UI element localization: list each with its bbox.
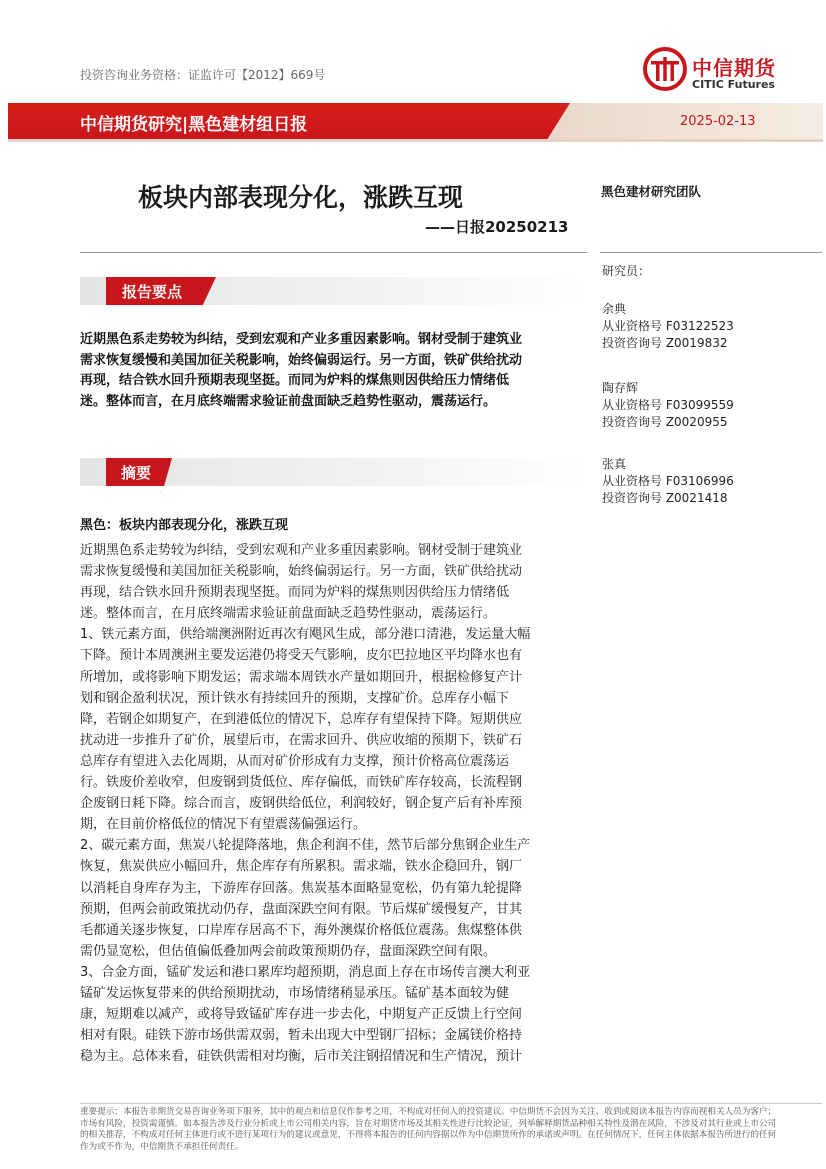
summary-line: 毛都通关逐步恢复，口岸库存居高不下，海外澳煤价格低位震荡。焦煤整体供 [80, 922, 523, 938]
summary-line: 预期，但两会前政策扰动仍存，盘面深跌空间有限。节后煤矿缓慢复产，甘其 [80, 901, 523, 917]
researcher-entry [602, 301, 734, 352]
summary-line: 迷。整体而言，在月底终端需求验证前盘面缺乏趋势性驱动，震荡运行。 [80, 606, 497, 622]
summary-line: 企废钢日耗下降。综合而言，废钢供给低位，利润较好，钢企复产后有补库预 [80, 796, 523, 812]
logo-en-text: CITIC Futures [692, 78, 775, 91]
summary-line: 扰动进一步推升了矿价，展望后市，在需求回升、供应收缩的预期下，铁矿石 [80, 732, 523, 748]
summary-line: 2、碳元素方面，焦炭八轮提降落地，焦企利润不佳，然节后部分焦钢企业生产 [80, 838, 531, 854]
key-points-line: 近期黑色系走势较为纠结，受到宏观和产业多重因素影响。钢材受制于建筑业 [80, 332, 523, 347]
banner-title: 中信期货研究|黑色建材组日报 [80, 115, 308, 135]
summary-line: 所增加，或将影响下期发运；需求端本周铁水产量如期回升，根据检修复产计 [80, 669, 523, 685]
license-text: 投资咨询业务资格：证监许可【2012】669号 [80, 68, 326, 82]
summary-line: 总库存有望进入去化周期，从而对矿价形成有力支撑，预计价格高位震荡运 [80, 753, 510, 769]
researcher-cert: 投资咨询号 Z0020955 [602, 415, 728, 429]
title-divider [80, 252, 587, 253]
footer-divider [80, 1103, 822, 1104]
footer-disclaimer: 重要提示：本报告非期货交易咨询业务项下服务，其中的观点和信息仅作参考之用，不构成对任何人的投资建议。中信期货不会因为关注、收到或阅读本报告内容而视相关人员为客户；市场有风险，投资需谨慎。如本报告涉及行业分析或上市公司相关内容，旨在对期货市场及其相关性进行比较论证，列举解释期货品种相关特性及潜在风险，不涉及对其行业或上市公司的相关推荐，不构成对任何主体进行或不进行某项行为的建议或意见，不得将本报告的任何内容据以作为中信期货所作的承诺或声明。在任何情况下，任何主体依据本报告所进行的任何作为或不作为，中信期货不承担任何责任。 [80, 1107, 777, 1152]
researchers-label: 研究员： [602, 264, 651, 278]
key-points-text [80, 330, 587, 412]
researcher-entry [602, 380, 734, 431]
summary-line: 划和钢企盈利状况，预计铁水有持续回升的预期，支撑矿价。总库存小幅下 [80, 690, 510, 706]
summary-heading: 摘要 [121, 464, 152, 482]
team-name: 黑色建材研究团队 [601, 184, 702, 199]
researcher-cert: 投资咨询号 Z0021418 [602, 491, 728, 505]
researcher-name: 张真 [602, 457, 627, 471]
summary-line: 1、铁元素方面，供给端澳洲附近再次有飓风生成，部分港口清港，发运量大幅 [80, 627, 531, 643]
summary-line: 下降。预计本周澳洲主要发运港仍将受天气影响，皮尔巴拉地区平均降水也有 [80, 648, 523, 664]
summary-line: 近期黑色系走势较为纠结，受到宏观和产业多重因素影响。钢材受制于建筑业 [80, 543, 523, 558]
key-points-line: 迷。整体而言，在月底终端需求验证前盘面缺乏趋势性驱动，震荡运行。 [80, 393, 497, 409]
key-points-line: 再现，结合铁水回升预期表现坚挺。而同为炉料的煤焦则因供给压力情绪低 [80, 373, 510, 388]
summary-line: 康，短期难以减产，或将导致锰矿库存进一步去化，中期复产正反馈上行空间 [80, 1007, 523, 1023]
summary-line: 3、合金方面，锰矿发运和港口累库均超预期，消息面上存在市场传言澳大利亚 [80, 964, 531, 980]
researcher-cert: 从业资格号 F03122523 [602, 319, 734, 333]
report-date: 2025-02-13 [680, 114, 756, 129]
summary-line: 相对有限。硅铁下游市场供需双弱，暂未出现大中型钢厂招标；金属镁价格持 [80, 1028, 523, 1044]
summary-line: 需仍显宽松，但估值偏低叠加两会前政策预期仍存，盘面深跌空间有限。 [80, 943, 497, 959]
researcher-entry [602, 456, 734, 507]
summary-subhead: 黑色：板块内部表现分化，涨跌互现 [80, 518, 289, 533]
logo-cn-text: 中信期货 [692, 56, 776, 80]
key-points-heading: 报告要点 [122, 283, 183, 301]
page-title: 板块内部表现分化，涨跌互现 [138, 183, 464, 212]
summary-line: 降，若钢企如期复产，在到港低位的情况下，总库存有望保持下降。短期供应 [80, 711, 523, 727]
citic-logo-icon [643, 47, 687, 91]
page-subtitle: ——日报20250213 [425, 218, 569, 236]
summary-line: 恢复，焦炭供应小幅回升，焦企库存有所累积。需求端，铁水企稳回升，钢厂 [80, 859, 523, 875]
summary-line: 行。铁废价差收窄，但废钢到货低位、库存偏低，而铁矿库存较高，长流程钢 [80, 775, 523, 791]
summary-line: 稳为主。总体来看，硅铁供需相对均衡，后市关注钢招情况和生产情况，预计 [80, 1049, 523, 1065]
researcher-cert: 从业资格号 F03106996 [602, 474, 734, 488]
researcher-name: 余典 [602, 302, 627, 316]
summary-body [80, 540, 587, 1067]
banner-shadow [8, 139, 823, 142]
summary-line: 期，在目前价格低位的情况下有望震荡偏强运行。 [80, 817, 367, 833]
sidebar-divider [600, 252, 822, 253]
researcher-cert: 投资咨询号 Z0019832 [602, 336, 728, 350]
summary-line: 锰矿发运恢复带来的供给预期扰动，市场情绪稍显承压。锰矿基本面较为健 [80, 985, 510, 1001]
key-points-line: 需求恢复缓慢和美国加征关税影响，始终偏弱运行。另一方面，铁矿供给扰动 [80, 352, 523, 368]
researcher-cert: 从业资格号 F03099559 [602, 398, 734, 412]
summary-line: 需求恢复缓慢和美国加征关税影响，始终偏弱运行。另一方面，铁矿供给扰动 [80, 564, 523, 580]
summary-line: 以消耗自身库存为主，下游库存回落。焦炭基本面略显宽松，仍有第九轮提降 [80, 880, 523, 896]
summary-line: 再现，结合铁水回升预期表现坚挺。而同为炉料的煤焦则因供给压力情绪低 [80, 585, 510, 601]
researcher-name: 陶存辉 [602, 381, 639, 395]
